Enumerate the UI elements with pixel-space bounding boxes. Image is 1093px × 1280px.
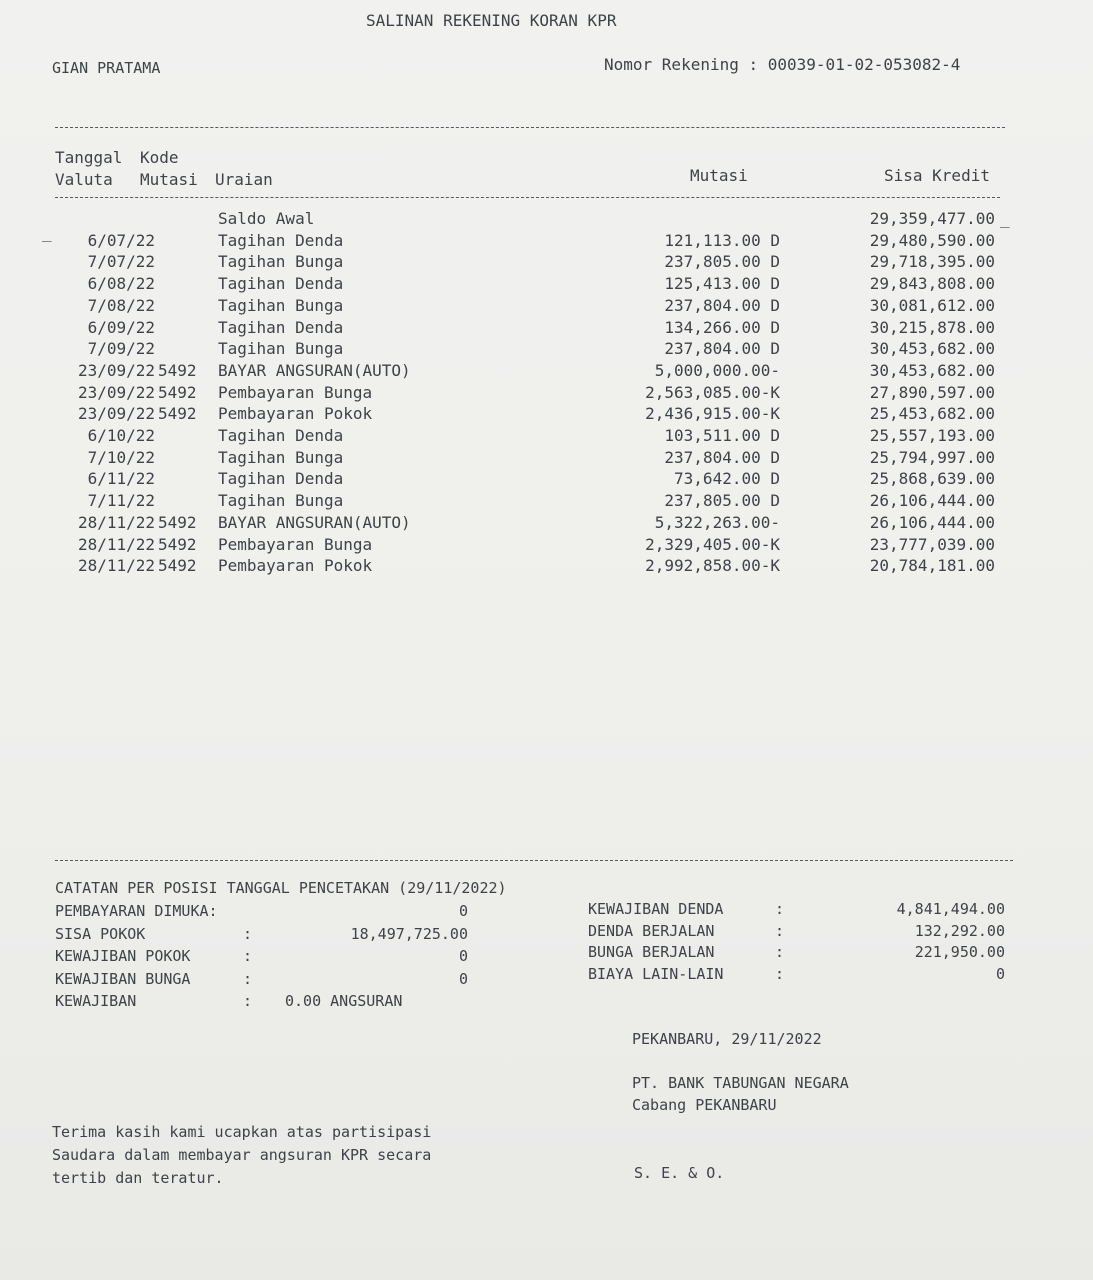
cell-date: 23/09/22	[77, 382, 155, 402]
cell-uraian: Saldo Awal	[218, 209, 315, 228]
customer-name: GIAN PRATAMA	[52, 59, 161, 77]
cell-uraian: Tagihan Denda	[218, 426, 344, 445]
note-label: KEWAJIBAN DENDA	[588, 900, 724, 918]
cell-sisa-kredit: 29,480,590.00	[869, 230, 995, 250]
cell-sisa-kredit: 30,453,682.00	[869, 339, 995, 359]
note-separator: :	[243, 969, 253, 988]
cell-mutasi: 2,992,858.00-K	[645, 556, 780, 576]
table-row	[0, 490, 1093, 512]
note-separator: :	[775, 964, 785, 983]
header-mutasi: Mutasi	[690, 166, 748, 185]
note-value: 0.00 ANGSURAN	[285, 992, 403, 1010]
note-separator: :	[243, 924, 253, 943]
note-value: 221,950.00	[914, 943, 1005, 961]
thanks-line-3: tertib dan teratur.	[52, 1169, 224, 1187]
cell-uraian: Tagihan Bunga	[218, 491, 344, 511]
margin-mark-right: _	[1000, 209, 1010, 228]
cell-mutasi: 73,642.00 D	[674, 469, 780, 489]
header-kode: Kode	[140, 148, 179, 167]
table-row	[0, 403, 1093, 425]
table-row	[0, 555, 1093, 577]
cell-uraian: Tagihan Bunga	[218, 252, 344, 272]
note-value: 132,292.00	[914, 921, 1005, 940]
note-label: KEWAJIBAN POKOK	[55, 947, 191, 965]
cell-mutasi: 134,266.00 D	[664, 317, 780, 337]
note-value: 18,497,725.00	[350, 924, 468, 943]
cell-date: 7/11/22	[87, 491, 155, 511]
note-label: SISA POKOK	[55, 924, 146, 943]
note-value: 0	[458, 902, 468, 920]
cell-kode: 5492	[158, 360, 197, 380]
cell-mutasi: 237,804.00 D	[664, 447, 780, 467]
table-row	[0, 360, 1093, 382]
table-row	[0, 534, 1093, 556]
header-uraian: Uraian	[215, 170, 273, 189]
cell-sisa-kredit: 30,215,878.00	[869, 317, 995, 337]
cell-date: 7/08/22	[87, 295, 155, 315]
note-label: BIAYA LAIN-LAIN	[588, 964, 724, 983]
table-row	[0, 230, 1093, 252]
note-label: BUNGA BERJALAN	[588, 943, 715, 961]
cell-date: 6/09/22	[87, 317, 155, 337]
note-separator: :	[775, 921, 785, 940]
cell-mutasi: 237,805.00 D	[664, 491, 780, 511]
cell-uraian: BAYAR ANGSURAN(AUTO)	[218, 360, 411, 380]
note-separator: :	[243, 947, 253, 965]
cell-sisa-kredit: 29,843,808.00	[869, 274, 995, 294]
note-value: 4,841,494.00	[896, 900, 1005, 918]
cell-sisa-kredit: 25,794,997.00	[869, 447, 995, 467]
note-label: KEWAJIBAN BUNGA	[55, 969, 191, 988]
table-row	[0, 468, 1093, 490]
cell-date: 6/08/22	[87, 274, 155, 294]
cell-sisa-kredit: 30,081,612.00	[869, 295, 995, 315]
cell-kode: 5492	[158, 512, 197, 532]
cell-kode: 5492	[158, 382, 197, 402]
cell-mutasi: 237,804.00 D	[664, 339, 780, 359]
note-label: KEWAJIBAN	[55, 992, 137, 1010]
cell-kode: 5492	[158, 534, 197, 554]
cell-sisa-kredit: 20,784,181.00	[869, 556, 995, 576]
account-number: Nomor Rekening : 00039-01-02-053082-4	[604, 55, 961, 74]
cell-date: 7/07/22	[87, 252, 155, 272]
cell-date: 28/11/22	[77, 512, 155, 532]
cell-sisa-kredit: 27,890,597.00	[869, 382, 995, 402]
cell-mutasi: 5,322,263.00-	[654, 512, 780, 532]
cell-sisa-kredit: 25,453,682.00	[869, 404, 995, 424]
note-separator: :	[243, 992, 253, 1010]
divider-top	[55, 127, 1005, 128]
place-date: PEKANBARU, 29/11/2022	[632, 1030, 822, 1048]
document-title: SALINAN REKENING KORAN KPR	[366, 11, 617, 30]
cell-mutasi: 103,511.00 D	[664, 426, 780, 445]
table-row	[0, 251, 1093, 273]
cell-date: 6/07/22	[87, 230, 155, 250]
cell-date: 23/09/22	[77, 404, 155, 424]
cell-uraian: Tagihan Denda	[218, 274, 344, 294]
header-mutasi-code: Mutasi	[140, 170, 198, 189]
note-value: 0	[458, 969, 468, 988]
cell-sisa-kredit: 30,453,682.00	[869, 360, 995, 380]
cell-mutasi: 237,805.00 D	[664, 252, 780, 272]
cell-date: 23/09/22	[77, 360, 155, 380]
bank-name: PT. BANK TABUNGAN NEGARA	[632, 1074, 849, 1092]
cell-uraian: BAYAR ANGSURAN(AUTO)	[218, 512, 411, 532]
bank-branch: Cabang PEKANBARU	[632, 1096, 777, 1114]
table-row	[0, 295, 1093, 317]
cell-sisa-kredit: 25,557,193.00	[869, 426, 995, 445]
table-row	[0, 447, 1093, 469]
margin-mark-left: _	[42, 223, 52, 242]
cell-mutasi: 5,000,000.00-	[654, 360, 780, 380]
cell-date: 28/11/22	[77, 534, 155, 554]
cell-kode: 5492	[158, 556, 197, 576]
cell-uraian: Tagihan Bunga	[218, 339, 344, 359]
note-label: PEMBAYARAN DIMUKA:	[55, 902, 218, 920]
table-row	[0, 512, 1093, 534]
cell-sisa-kredit: 23,777,039.00	[869, 534, 995, 554]
cell-sisa-kredit: 26,106,444.00	[869, 512, 995, 532]
note-value: 0	[995, 964, 1005, 983]
header-sisa-kredit: Sisa Kredit	[884, 166, 990, 185]
note-value: 0	[458, 947, 468, 965]
cell-mutasi: 121,113.00 D	[664, 230, 780, 250]
note-label: DENDA BERJALAN	[588, 921, 715, 940]
table-row	[0, 338, 1093, 360]
cell-uraian: Pembayaran Pokok	[218, 556, 373, 576]
notes-heading: CATATAN PER POSISI TANGGAL PENCETAKAN (29/11/2022)	[55, 879, 507, 897]
header-tanggal: Tanggal	[55, 148, 123, 167]
cell-sisa-kredit: 26,106,444.00	[869, 491, 995, 511]
cell-mutasi: 125,413.00 D	[664, 274, 780, 294]
table-row	[0, 382, 1093, 404]
cell-uraian: Pembayaran Pokok	[218, 404, 373, 424]
cell-mutasi: 2,563,085.00-K	[645, 382, 780, 402]
cell-uraian: Tagihan Bunga	[218, 447, 344, 467]
note-separator: :	[775, 943, 785, 961]
cell-date: 7/10/22	[87, 447, 155, 467]
table-row	[0, 317, 1093, 339]
cell-uraian: Pembayaran Bunga	[218, 382, 373, 402]
cell-kode: 5492	[158, 404, 197, 424]
cell-mutasi: 2,329,405.00-K	[645, 534, 780, 554]
cell-date: 28/11/22	[77, 556, 155, 576]
thanks-line-2: Saudara dalam membayar angsuran KPR secara	[52, 1146, 432, 1164]
cell-uraian: Pembayaran Bunga	[218, 534, 373, 554]
cell-date: 6/11/22	[87, 469, 155, 489]
divider-header	[55, 197, 1000, 198]
header-valuta: Valuta	[55, 170, 113, 189]
cell-uraian: Tagihan Denda	[218, 230, 344, 250]
cell-mutasi: 237,804.00 D	[664, 295, 780, 315]
thanks-line-1: Terima kasih kami ucapkan atas partisipasi	[52, 1123, 432, 1141]
cell-uraian: Tagihan Bunga	[218, 295, 344, 315]
cell-date: 6/10/22	[87, 426, 155, 445]
seo-note: S. E. & O.	[634, 1164, 725, 1182]
table-row	[0, 208, 1093, 230]
note-separator: :	[775, 900, 785, 918]
cell-sisa-kredit: 25,868,639.00	[869, 469, 995, 489]
cell-date: 7/09/22	[87, 339, 155, 359]
cell-uraian: Tagihan Denda	[218, 469, 344, 489]
table-row	[0, 273, 1093, 295]
cell-sisa-kredit: 29,718,395.00	[869, 252, 995, 272]
cell-sisa-kredit: 29,359,477.00	[869, 209, 995, 228]
cell-uraian: Tagihan Denda	[218, 317, 344, 337]
cell-mutasi: 2,436,915.00-K	[645, 404, 780, 424]
table-row	[0, 425, 1093, 447]
divider-notes	[55, 860, 1013, 861]
